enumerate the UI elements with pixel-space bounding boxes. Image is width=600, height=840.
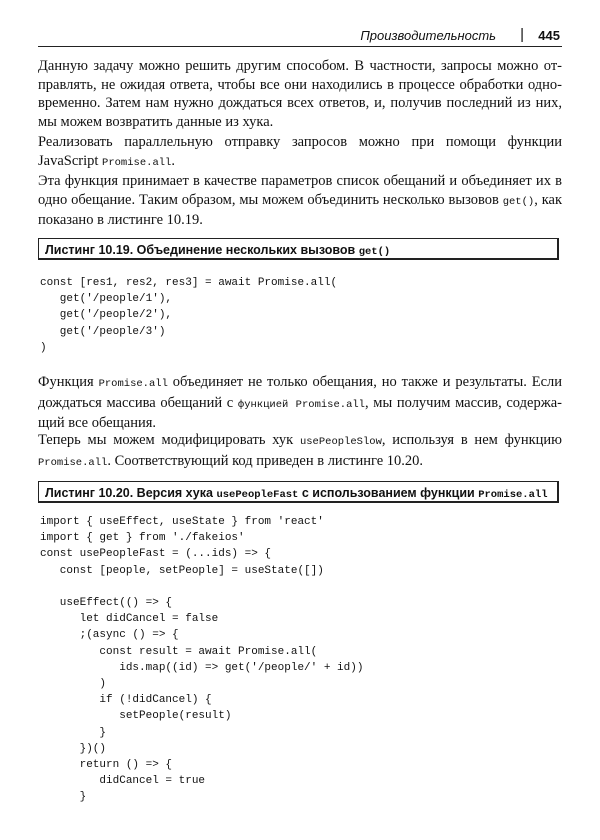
listing-10-20-code-line: let didCancel = false	[40, 613, 219, 626]
listing-10-20-title	[38, 481, 559, 503]
listing-10-19-code-line: get('/people/2'),	[40, 309, 173, 322]
listing-10-19-title-code: get()	[358, 246, 391, 258]
inline-code-promise-all-4: Promise.all	[38, 456, 108, 469]
listing-10-19-title-text: Листинг 10.19. Объединение нескольких вызовов	[45, 243, 359, 257]
header-separator: |	[520, 26, 524, 43]
paragraph-4	[38, 373, 562, 433]
listing-10-20-title-code-b: Promise.all	[478, 489, 548, 501]
paragraph-3-text: Эта функция принимает в качестве параметров список обещаний и объединяет их в одно обещание. Таким образом, мы можем объединить несколько вызовов	[38, 173, 562, 208]
paragraph-5-text-a: Теперь мы можем модифицировать хук	[38, 432, 300, 448]
listing-10-19-code-line: )	[40, 341, 47, 354]
listing-10-20-title-text-a: Листинг 10.20. Версия хука	[45, 486, 217, 500]
paragraph-2	[38, 133, 562, 172]
listing-10-19-code-line: get('/people/1'),	[40, 293, 173, 306]
paragraph-4-text-c: , мы получим массив, содержа-щий все обещания.	[38, 394, 562, 431]
listing-10-20-code-line: const result = await Promise.all(	[40, 645, 318, 658]
listing-10-20-code-line: ;(async () => {	[40, 629, 179, 642]
listing-10-20-code-line: setPeople(result)	[40, 710, 232, 723]
inline-code-promise-all-2: Promise.all	[98, 378, 168, 390]
listing-10-19-code	[40, 275, 337, 356]
paragraph-2-end: .	[171, 152, 175, 169]
paragraph-3-end: , как показано в листинге 10.19.	[38, 191, 562, 228]
listing-10-20-code-line: ids.map((id) => get('/people/' + id))	[40, 661, 364, 674]
paragraph-5-text-c: . Соответствующий код приведен в листинге 10.20.	[107, 452, 424, 469]
listing-10-20-code-line: if (!didCancel) {	[40, 694, 212, 707]
paragraph-5-text-b: , используя в нем функцию	[381, 432, 562, 448]
listing-10-20-code-line: })()	[40, 742, 107, 755]
paragraph-1	[38, 57, 562, 131]
listing-10-20-code-line: return () => {	[40, 759, 173, 772]
inline-code-promise-all-3: функцией Promise.all	[237, 398, 365, 411]
listing-10-20-code-line: import { useEffect, useState } from 'react'	[40, 516, 324, 528]
inline-code-promise-all: Promise.all	[102, 156, 172, 169]
paragraph-4-text-b: объединяет не только обещания, но также и результаты. Если дождаться массива обещаний с	[38, 374, 562, 411]
paragraph-4-text-a: Функция	[38, 374, 99, 390]
listing-10-20-code-line: useEffect(() => {	[40, 597, 173, 610]
inline-code-get: get()	[502, 195, 535, 208]
listing-10-20-code-line: }	[40, 726, 107, 739]
running-header	[38, 26, 562, 47]
listing-10-20-title-code-a: usePeopleFast	[216, 489, 299, 501]
listing-10-20-code-line: import { get } from './fakeios'	[40, 532, 245, 545]
inline-code-use-people-slow: usePeopleSlow	[299, 436, 382, 448]
paragraph-5	[38, 431, 562, 472]
listing-10-20-code-line: )	[40, 678, 107, 691]
listing-10-19-code-line: get('/people/3')	[40, 325, 166, 338]
listing-10-19-code-line: const [res1, res2, res3] = await Promise.all(	[40, 277, 338, 289]
paragraph-1-text: Данную задачу можно решить другим способом. В частности, запросы можно от-правлять, не ожидая ответа, чтобы все они находились в процессе обработки одно-временно. Затем нам нужно дождаться всех ответов, и, получив последний из них, мы можем возвратить данные из хука.	[38, 58, 562, 130]
listing-10-20-code-line: didCancel = true	[40, 775, 206, 788]
listing-10-20-code-line	[40, 579, 363, 595]
chapter-title: Производительность	[360, 28, 496, 43]
paragraph-3	[38, 172, 562, 230]
listing-10-19-title	[38, 238, 559, 260]
listing-10-20-code	[40, 514, 363, 806]
listing-10-20-title-text-b: с использованием функции	[298, 486, 479, 500]
paragraph-2-text: Реализовать параллельную отправку запросов можно при помощи функции JavaScript	[38, 134, 562, 169]
page-number: 445	[538, 28, 560, 43]
listing-10-20-code-line: const [people, setPeople] = useState([])	[40, 564, 324, 577]
listing-10-20-code-line: }	[40, 791, 87, 804]
listing-10-20-code-line: const usePeopleFast = (...ids) => {	[40, 548, 272, 561]
